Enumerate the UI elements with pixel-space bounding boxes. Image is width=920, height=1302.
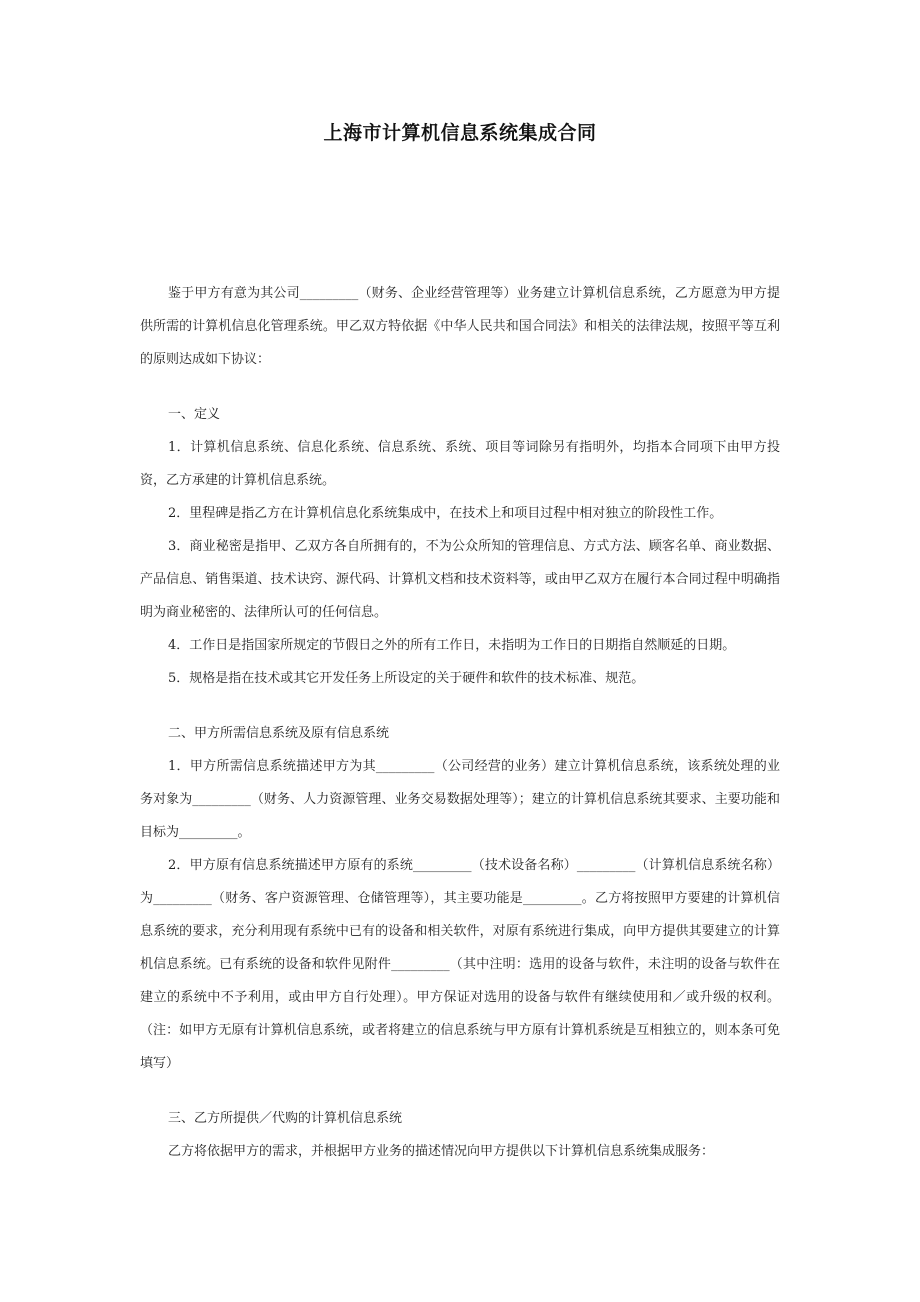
section-paragraph: 1．计算机信息系统、信息化系统、信息系统、系统、项目等词除另有指明外，均指本合同项下由甲方投资，乙方承建的计算机信息系统。 xyxy=(140,440,780,488)
section-heading: 一、定义 xyxy=(168,407,221,422)
section-paragraph: 2．甲方原有信息系统描述甲方原有的系统_________（技术设备名称）_________（计算机信息系统名称）为_________（财务、客户资源管理、仓储管理等），其主要功能是_________。乙方将按照甲方要建的计算机信息系统的要求，充分利用现有系统中已有的设备和相关软件，对原有系统进行集成，向甲方提供其要建立的计算机信息系统。已有系统的设备和软件见附件_________（其中注明：选用的设备与软件，未注明的设备与软件在建立的系统中不予利用，或由甲方自行处理）。甲方保证对选用的设备与软件有继续使用和／或升级的权利。（注：如甲方无原有计算机信息系统，或者将建立的信息系统与甲方原有计算机系统是互相独立的，则本条可免填写） xyxy=(140,858,780,1071)
document-title: 上海市计算机信息系统集成合同 xyxy=(323,122,597,144)
section-heading: 三、乙方所提供／代购的计算机信息系统 xyxy=(168,1111,403,1126)
section-paragraph: 1．甲方所需信息系统描述甲方为其_________（公司经营的业务）建立计算机信息系统，该系统处理的业务对象为_________（财务、人力资源管理、业务交易数据处理等）；建立的计算机信息系统其要求、主要功能和目标为_________。 xyxy=(140,759,780,840)
section-provided-systems xyxy=(140,1102,780,1168)
document-body xyxy=(140,277,780,1168)
section-paragraph: 2．里程碑是指乙方在计算机信息化系统集成中，在技术上和项目过程中相对独立的阶段性工作。 xyxy=(168,506,723,521)
section-paragraph: 5．规格是指在技术或其它开发任务上所设定的关于硬件和软件的技术标准、规范。 xyxy=(168,671,645,686)
section-paragraph: 4．工作日是指国家所规定的节假日之外的所有工作日，未指明为工作日的日期指自然顺延的日期。 xyxy=(168,638,736,653)
preamble-paragraph: 鉴于甲方有意为其公司_________（财务、企业经营管理等）业务建立计算机信息系统，乙方愿意为甲方提供所需的计算机信息化管理系统。甲乙双方特依据《中华人民共和国合同法》和相关的法律法规，按照平等互利的原则达成如下协议： xyxy=(140,286,780,367)
section-definitions xyxy=(140,398,780,695)
section-heading: 二、甲方所需信息系统及原有信息系统 xyxy=(168,726,390,741)
section-paragraph: 3．商业秘密是指甲、乙双方各自所拥有的，不为公众所知的管理信息、方式方法、顾客名单、商业数据、产品信息、销售渠道、技术诀窍、源代码、计算机文档和技术资料等，或由甲乙双方在履行本合同过程中明确指明为商业秘密的、法律所认可的任何信息。 xyxy=(140,539,780,620)
section-required-systems xyxy=(140,717,780,1080)
section-paragraph: 乙方将依据甲方的需求，并根据甲方业务的描述情况向甲方提供以下计算机信息系统集成服务： xyxy=(168,1144,715,1159)
